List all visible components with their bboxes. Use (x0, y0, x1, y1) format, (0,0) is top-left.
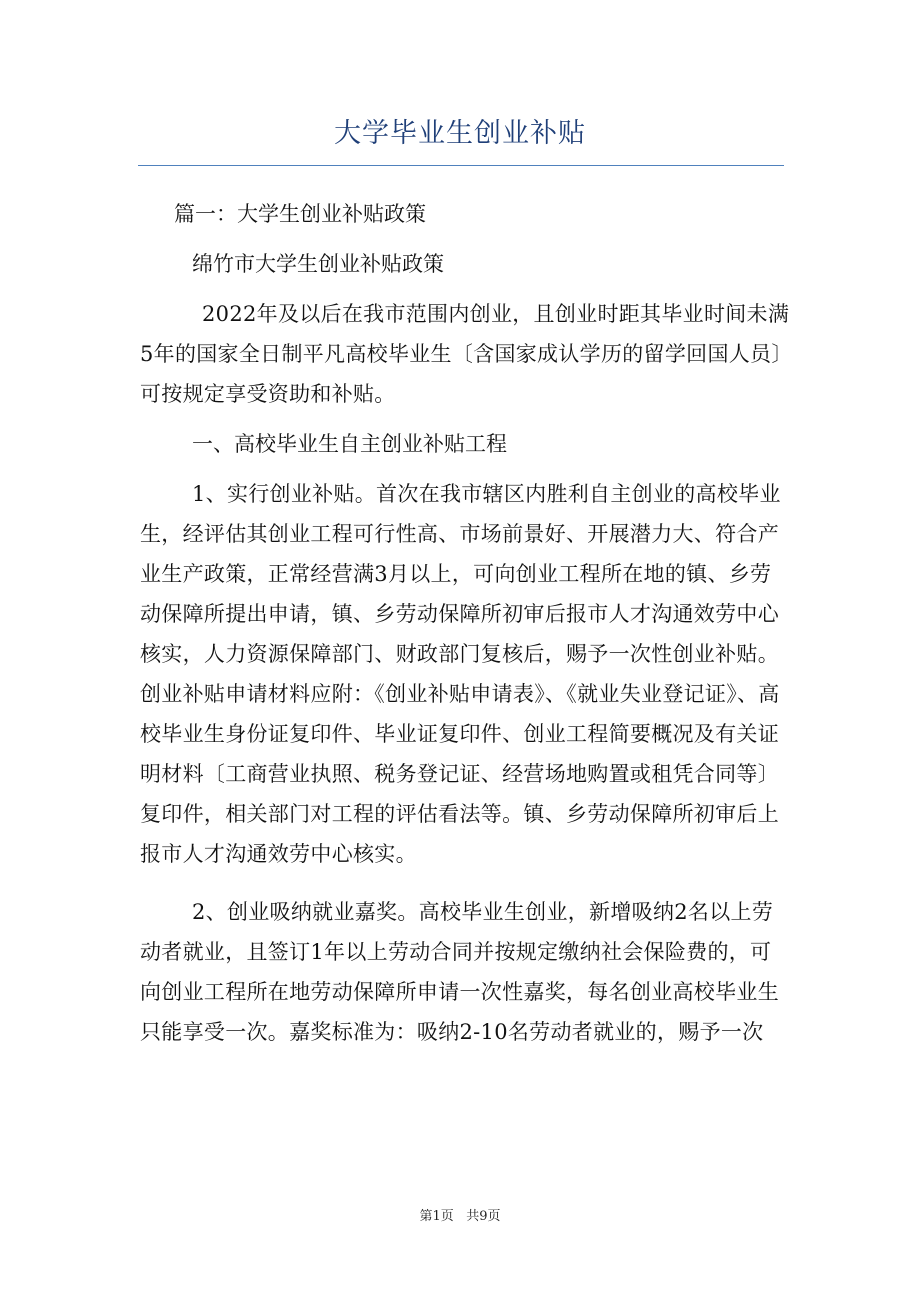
section-heading: 一、高校毕业生自主创业补贴工程 (192, 432, 507, 456)
chapter-heading: 篇一：大学生创业补贴政策 (174, 202, 426, 226)
subtitle-heading: 绵竹市大学生创业补贴政策 (192, 252, 444, 276)
document-body (140, 196, 792, 1052)
item-1-paragraph: 1、实行创业补贴。首次在我市辖区内胜利自主创业的高校毕业生，经评估其创业工程可行性高、市场前景好、开展潜力大、符合产业生产政策，正常经营满3月以上，可向创业工程所在地的镇、乡劳动保障所提出申请，镇、乡劳动保障所初审后报市人才沟通效劳中心核实，人力资源保障部门、财政部门复核后，赐予一次性创业补贴。创业补贴申请材料应附：《创业补贴申请表》、《就业失业登记证》、高校毕业生身份证复印件、毕业证复印件、创业工程简要概况及有关证明材料〔工商营业执照、税务登记证、经营场地购置或租凭合同等〕复印件，相关部门对工程的评估看法等。镇、乡劳动保障所初审后上报市人才沟通效劳中心核实。 (140, 482, 781, 866)
page-number: 第1页 (419, 1209, 454, 1224)
page-footer (0, 1208, 920, 1226)
item-2-paragraph: 2、创业吸纳就业嘉奖。高校毕业生创业，新增吸纳2名以上劳动者就业，且签订1年以上劳动合同并按规定缴纳社会保险费的，可向创业工程所在地劳动保障所申请一次性嘉奖，每名创业高校毕业生只能享受一次。嘉奖标准为：吸纳2-10名劳动者就业的，赐予一次 (140, 900, 779, 1044)
page-total: 共9页 (466, 1209, 501, 1224)
intro-paragraph: 2022年及以后在我市范围内创业，且创业时距其毕业时间未满5年的国家全日制平凡高校毕业生〔含国家成认学历的留学回国人员〕可按规定享受资助和补贴。 (140, 302, 790, 406)
document-title: 大学毕业生创业补贴 (334, 118, 586, 149)
title-divider (138, 165, 784, 166)
